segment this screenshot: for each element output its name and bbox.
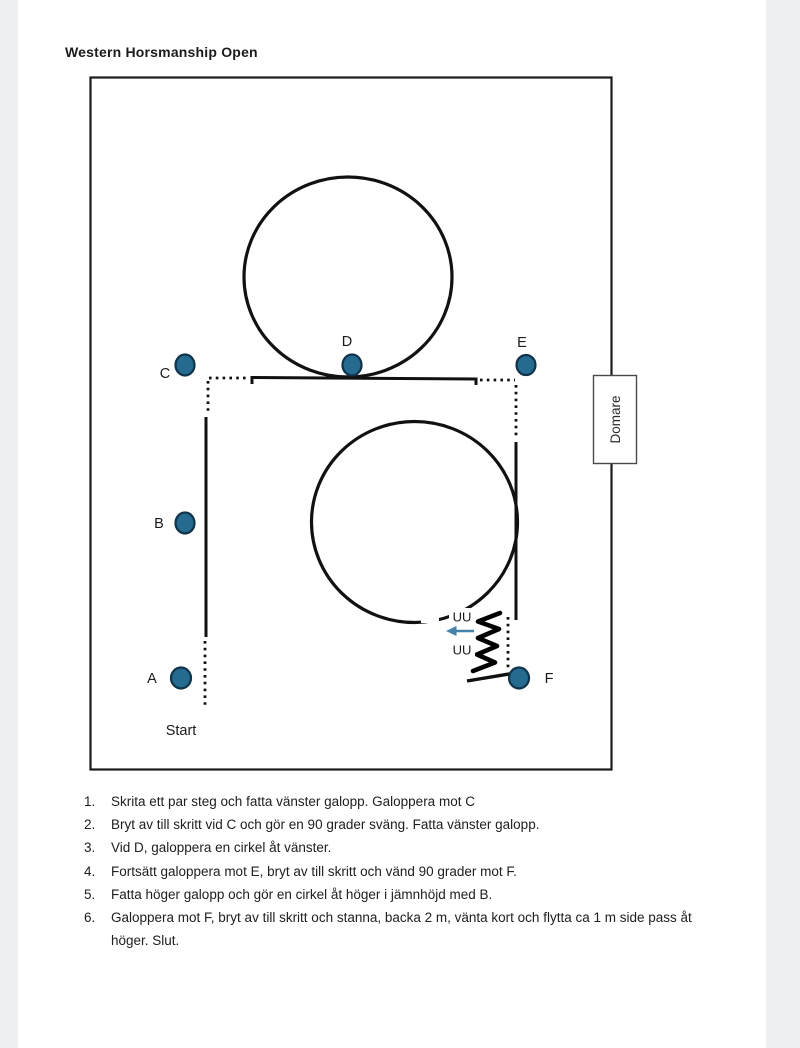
instruction-item bbox=[84, 883, 698, 906]
cone-b bbox=[176, 513, 195, 534]
instruction-item bbox=[84, 790, 698, 813]
dotted-path-segments bbox=[205, 378, 516, 707]
cone-e bbox=[517, 355, 536, 375]
marker-letter-d: D bbox=[341, 334, 353, 350]
instruction-text: Galoppera mot F, bryt av till skritt och stanna, backa 2 m, vänta kort och flytta ca 1 m side pass åt höger. Slut. bbox=[111, 910, 692, 949]
instruction-item bbox=[84, 836, 698, 859]
instruction-number: 3. bbox=[84, 840, 96, 856]
instruction-text: Vid D, galoppera en cirkel åt vänster. bbox=[111, 840, 332, 856]
circle-gap-patch bbox=[421, 610, 439, 623]
marker-letter-f: F bbox=[544, 671, 554, 687]
page-title: Western Horsmanship Open bbox=[65, 44, 258, 60]
instruction-list bbox=[84, 790, 698, 952]
bottom-pattern-circle bbox=[312, 422, 518, 623]
sidepass-arrow bbox=[446, 626, 474, 636]
instruction-number: 6. bbox=[84, 910, 96, 926]
cone-a bbox=[171, 668, 191, 689]
marker-letter-e: E bbox=[517, 335, 527, 351]
marker-letter-c: C bbox=[159, 366, 171, 382]
instruction-number: 5. bbox=[84, 886, 96, 902]
instruction-number: 2. bbox=[84, 817, 96, 833]
solid-path-segments bbox=[206, 378, 516, 682]
arena-boundary bbox=[91, 78, 612, 770]
instruction-number: 1. bbox=[84, 794, 96, 809]
cone-d bbox=[343, 355, 362, 376]
cone-f bbox=[509, 668, 529, 689]
stop-line bbox=[467, 673, 515, 681]
marker-letter-b: B bbox=[154, 516, 164, 532]
instruction-text: Skrita ett par steg och fatta vänster galopp. Galoppera mot C bbox=[111, 794, 475, 809]
top-rail-line bbox=[252, 378, 476, 386]
uu-label-bottom: UU bbox=[452, 642, 472, 658]
uu-label-top: UU bbox=[452, 609, 472, 625]
judge-box bbox=[594, 376, 637, 464]
start-label: Start bbox=[165, 723, 197, 739]
marker-letter-a: A bbox=[147, 671, 157, 687]
instruction-item bbox=[84, 860, 698, 883]
instruction-text: Fortsätt galoppera mot E, bryt av till skritt och vänd 90 grader mot F. bbox=[111, 863, 517, 879]
cone-c bbox=[176, 355, 195, 376]
instruction-text: Fatta höger galopp och gör en cirkel åt höger i jämnhöjd med B. bbox=[111, 886, 493, 902]
instruction-text: Bryt av till skritt vid C och gör en 90 grader sväng. Fatta vänster galopp. bbox=[111, 817, 540, 833]
backup-zigzag bbox=[473, 613, 500, 671]
instruction-item bbox=[84, 813, 698, 836]
judge-label: Domare bbox=[608, 395, 623, 444]
instruction-number: 4. bbox=[84, 863, 96, 879]
sidepass-arrow-head bbox=[446, 626, 457, 636]
instruction-item bbox=[84, 906, 698, 952]
